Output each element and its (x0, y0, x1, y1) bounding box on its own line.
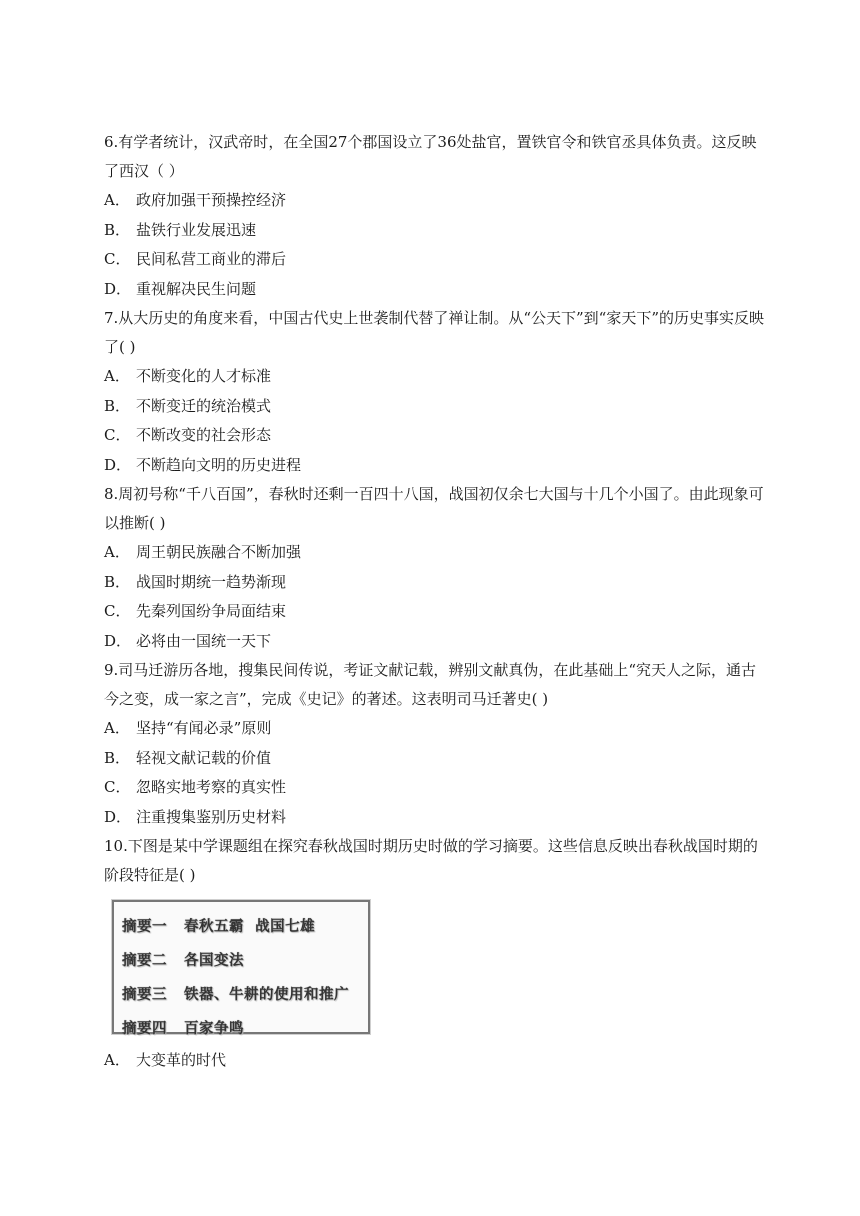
option-letter: D． (104, 631, 132, 650)
option-a[interactable] (104, 714, 764, 744)
question-8 (104, 480, 764, 656)
summary-key: 摘要一 (122, 919, 167, 935)
option-text: 不断趋向文明的历史进程 (136, 455, 302, 474)
option-c[interactable] (104, 773, 764, 803)
option-text: 轻视文献记载的价值 (136, 748, 272, 767)
option-d[interactable] (104, 451, 764, 481)
summary-key: 摘要二 (122, 953, 167, 969)
option-text: 忽略实地考察的真实性 (136, 778, 287, 796)
option-c[interactable] (104, 245, 764, 275)
summary-value: 百家争鸣 (184, 1021, 244, 1037)
option-text: 周王朝民族融合不断加强 (136, 543, 302, 561)
option-text: 大变革的时代 (136, 1051, 227, 1069)
option-b[interactable] (104, 568, 764, 598)
option-a[interactable] (104, 538, 764, 568)
option-letter: C． (104, 602, 131, 620)
option-b[interactable] (104, 216, 764, 246)
option-letter: A． (104, 543, 130, 561)
summary-value: 铁器、牛耕的使用和推广 (184, 987, 349, 1003)
option-text: 战国时期统一趋势渐现 (136, 572, 287, 591)
option-letter: A． (104, 1051, 130, 1069)
option-letter: D． (104, 455, 132, 474)
option-text: 坚持“有闻必录”原则 (136, 719, 272, 737)
question-stem: 10.下图是某中学课题组在探究春秋战国时期历史时做的学习摘要。这些信息反映出春秋战国时期的阶段特征是( ) (104, 837, 758, 884)
option-text: 政府加强干预操控经济 (136, 191, 287, 209)
option-text: 注重搜集鉴别历史材料 (136, 807, 287, 826)
option-d[interactable] (104, 275, 764, 305)
question-stem: 7.从大历史的角度来看，中国古代史上世袭制代替了禅让制。从“公天下”到“家天下”的历史事实反映了( ) (104, 309, 764, 356)
option-d[interactable] (104, 803, 764, 833)
option-text: 民间私营工商业的滞后 (136, 250, 287, 268)
question-9 (104, 656, 764, 832)
option-letter: A． (104, 191, 130, 209)
summary-value: 春秋五霸 战国七雄 (184, 919, 316, 935)
summary-row-1 (122, 910, 368, 944)
option-letter: C． (104, 426, 131, 444)
option-b[interactable] (104, 744, 764, 774)
option-letter: C． (104, 778, 131, 796)
option-letter: A． (104, 719, 130, 737)
option-letter: B． (104, 748, 131, 767)
question-stem: 8.周初号称“千八百国”，春秋时还剩一百四十八国，战国初仅余七大国与十几个小国了。由此现象可以推断( ) (104, 485, 764, 532)
option-text: 不断变迁的统治模式 (136, 396, 272, 415)
option-d[interactable] (104, 627, 764, 657)
option-text: 先秦列国纷争局面结束 (136, 602, 287, 620)
question-6 (104, 128, 764, 304)
option-letter: B． (104, 572, 131, 591)
option-text: 不断改变的社会形态 (136, 426, 272, 444)
option-c[interactable] (104, 597, 764, 627)
question-10 (104, 832, 764, 1076)
question-stem: 9.司马迁游历各地，搜集民间传说，考证文献记载，辨别文献真伪，在此基础上“究天人之际，通古今之变，成一家之言”，完成《史记》的著述。这表明司马迁著史( ) (104, 661, 756, 708)
option-text: 必将由一国统一天下 (136, 631, 272, 650)
question-list (104, 128, 764, 1076)
option-text: 重视解决民生问题 (136, 279, 257, 298)
option-a[interactable] (104, 362, 764, 392)
option-letter: A． (104, 367, 130, 385)
option-letter: D． (104, 807, 132, 826)
option-a[interactable] (104, 186, 764, 216)
question-stem: 6.有学者统计，汉武帝时，在全国27个郡国设立了36处盐官，置铁官令和铁官丞具体负责。这反映了西汉（ ） (104, 133, 757, 180)
option-b[interactable] (104, 392, 764, 422)
option-c[interactable] (104, 421, 764, 451)
summary-key: 摘要三 (122, 987, 167, 1003)
summary-value: 各国变法 (184, 953, 244, 969)
option-letter: D． (104, 279, 132, 298)
summary-figure (112, 900, 370, 1037)
summary-row-3 (122, 978, 368, 1012)
summary-row-2 (122, 944, 368, 978)
option-letter: B． (104, 220, 131, 239)
option-letter: B． (104, 396, 131, 415)
option-text: 盐铁行业发展迅速 (136, 220, 257, 239)
question-7 (104, 304, 764, 480)
summary-key: 摘要四 (122, 1021, 167, 1037)
option-text: 不断变化的人才标准 (136, 367, 272, 385)
summary-row-4 (122, 1012, 368, 1046)
option-a[interactable] (104, 1046, 764, 1076)
option-letter: C． (104, 250, 131, 268)
